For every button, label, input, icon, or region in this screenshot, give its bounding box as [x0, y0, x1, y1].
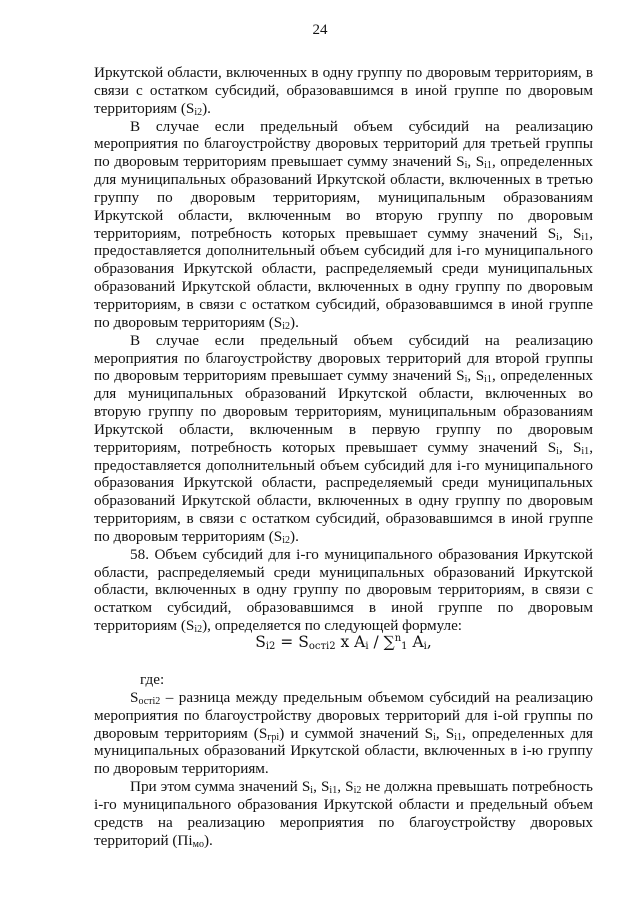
text-run: ).: [290, 313, 299, 331]
text-run: , определенных для муниципальных образований Иркутской области, включенных в i-ю группу по дворовым территориям.: [94, 724, 594, 778]
text-run: , S: [313, 778, 330, 796]
formula-part: A: [407, 633, 424, 651]
subscript: i2: [282, 534, 291, 546]
formula-superscript: n: [394, 633, 402, 644]
subscript: i: [464, 374, 468, 386]
subscript: i: [310, 785, 314, 797]
subscript: i: [464, 160, 468, 172]
subscript: i2: [194, 624, 203, 636]
formula-part: S: [255, 633, 266, 651]
paragraph-third-group: [94, 118, 593, 332]
text-run: ).: [202, 99, 211, 117]
subscript: i: [433, 731, 436, 743]
formula-subscript: остi2: [308, 641, 336, 652]
subscript: i1: [454, 731, 463, 743]
text-run: В случае если предельный объем субсидий на реализацию мероприятия по благоустройству дворовых территорий для третьей группы по дворовым территориям превышает сумму значений S: [94, 117, 593, 171]
paragraph-continuation: [94, 64, 593, 118]
formula-subscript: 1: [401, 641, 408, 652]
paragraph-definition: [94, 689, 593, 778]
text-run: ), определяется по следующей формуле:: [202, 617, 463, 635]
formula-subscript: i: [365, 641, 369, 652]
paragraph-final: [94, 778, 593, 849]
text-run: , S: [467, 367, 485, 385]
formula-subscript: i2: [265, 641, 276, 652]
subscript: i1: [581, 445, 590, 457]
subscript: мо: [192, 838, 204, 850]
formula-subscript: i: [423, 641, 427, 652]
where-label: где:: [140, 671, 165, 688]
text-run: , определенных для муниципальных образований Иркутской области, включенных в третью группу по дворовым территориям, муниципальным образованиям Иркутской области, включенным во вторую группу по дворовым территориям, потребность которых превышает сумму значений S: [94, 153, 593, 242]
subscript: грi: [267, 731, 280, 743]
formula-part: ,: [426, 633, 432, 651]
formula-part: / ∑: [368, 633, 395, 651]
text-run: , S: [435, 724, 455, 742]
subscript: остi2: [138, 695, 161, 707]
text-run: При этом сумма значений S: [130, 778, 311, 796]
formula: [94, 634, 593, 652]
text-run: S: [130, 688, 139, 706]
page-number: 24: [312, 22, 328, 38]
text-run: , S: [558, 224, 582, 242]
text-run: не должна превышать потребность i-го муниципального образования Иркутской области и предельный объем средств на реализацию мероприятия по благоустройству дворовых территорий (Пi: [94, 778, 593, 849]
text-run: ) и суммой значений S: [279, 724, 434, 742]
subscript: i: [556, 445, 559, 457]
body-text-lower: [94, 671, 593, 849]
subscript: i1: [581, 231, 590, 243]
subscript: i: [556, 231, 559, 243]
formula-part: x A: [335, 633, 366, 651]
text-run: , S: [337, 778, 354, 796]
subscript: i1: [329, 785, 338, 797]
paragraph-58: [94, 546, 593, 635]
subscript: i2: [194, 106, 203, 118]
subscript: i2: [353, 785, 362, 797]
text-run: ).: [290, 527, 299, 545]
text-run: , предоставляется дополнительный объем субсидий для i-го муниципального образования Иркутской области, распределяемый среди муниципальных образований Иркутской области, включенных в одну группу по дворовым территориям, в связи с остатком субсидий, образовавшимся в иной группе по дворовым территориям (S: [94, 224, 593, 331]
text-run: , предоставляется дополнительный объем субсидий для i-го муниципального образования Иркутской области, распределяемый среди муниципальных образований Иркутской области, включенных в одну группу по дворовым территориям, в связи с остатком субсидий, образовавшимся в иной группе по дворовым территориям (S: [94, 438, 593, 545]
text-run: , S: [467, 153, 485, 171]
text-run: ).: [203, 831, 213, 849]
text-run: , определенных для муниципальных образований Иркутской области, включенных во вторую группу по дворовым территориям, муниципальным образованиям Иркутской области, включенным в первую группу по дворовым территориям, потребность которых превышает сумму значений S: [94, 367, 593, 456]
text-run: Иркутской области, включенных в одну группу по дворовым территориям, в связи с остатком субсидий, образовавшимся в иной группе по дворовым территориям (S: [94, 64, 593, 117]
body-text-upper: [94, 64, 593, 635]
subscript: i2: [282, 320, 291, 332]
subscript: i1: [484, 160, 492, 172]
text-run: 58. Объем субсидий для i-го муниципального образования Иркутской области, распределяемый среди муниципальных образований Иркутской области, включенных в одну группу по дворовым территориям, в связи с остатком субсидий, образовавшимся в иной группе по дворовым территориям (S: [94, 545, 593, 635]
text-run: В случае если предельный объем субсидий на реализацию мероприятия по благоустройству дворовых территорий для второй группы по дворовым территориям превышает сумму значений S: [94, 331, 593, 385]
text-run: , S: [558, 438, 582, 456]
formula-part: = S: [275, 633, 309, 651]
subscript: i1: [484, 374, 492, 386]
text-run: – разница между предельным объемом субсидий на реализацию мероприятия по благоустройству дворовых территорий для i-ой группы по дворовым территориям (S: [94, 688, 593, 742]
paragraph-second-group: [94, 332, 593, 546]
